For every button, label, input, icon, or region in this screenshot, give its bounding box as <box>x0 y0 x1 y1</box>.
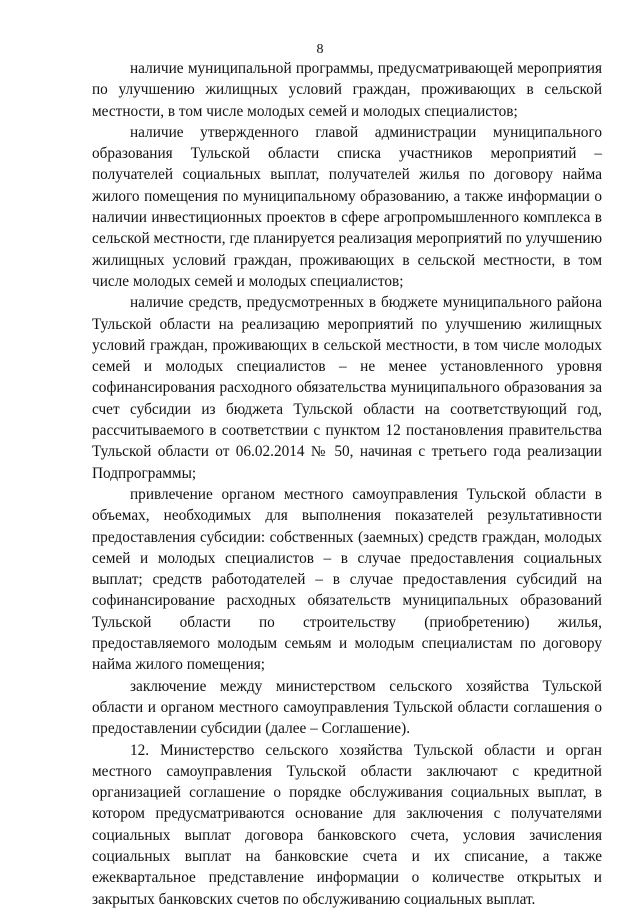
page-number: 8 <box>316 42 324 57</box>
paragraph-agreement: заключение между министерством сельского хозяйства Тульской области и органом местного самоуправления Тульской области соглашения о предоставлении субсидии (далее – Соглашение). <box>92 677 602 738</box>
paragraph-budget-funds: наличие средств, предусмотренных в бюджете муниципального района Тульской области на реализацию мероприятий по улучшению жилищных условий граждан, проживающих в сельской местности, в том числе молодых семей и молодых специалистов – не менее установленного уровня софинансирования расходного обязательства муниципального образования за счет субсидии из бюджета Тульской области на соответствующий год, рассчитываемого в соответствии с пунктом 12 постановления правительства Тульской области от 06.02.2014 № 50, начиная с третьего года реализации Подпрограммы; <box>92 294 602 482</box>
document-body <box>92 58 602 910</box>
paragraph-item-12: 12. Министерство сельского хозяйства Тульской области и орган местного самоуправления Тульской области заключают с кредитной организацией соглашение о порядке обслуживания социальных выплат, в котором предусматриваются основание для заключения с получателями социальных выплат договора банковского счета, условия зачисления социальных выплат на банковские счета и их списание, а также ежеквартальное представление информации о количестве открытых и закрытых банковских счетов по обслуживанию социальных выплат. <box>92 741 602 908</box>
paragraph-attraction-of-funds: привлечение органом местного самоуправления Тульской области в объемах, необходимых для выполнения показателей результативности предоставления субсидии: собственных (заемных) средств граждан, молодых семей и молодых специалистов – в случае предоставления социальных выплат; средств работодателей – в случае предоставления субсидий на софинансирование расходных обязательств муниципальных образований Тульской области по строительству (приобретению) жилья, предоставляемого молодым семьям и молодым специалистам по договору найма жилого помещения; <box>92 485 602 674</box>
paragraph-program: наличие муниципальной программы, предусматривающей мероприятия по улучшению жилищных условий граждан, проживающих в сельской местности, в том числе молодых семей и молодых специалистов; <box>92 60 602 120</box>
paragraph-participants-list: наличие утвержденного главой администрации муниципального образования Тульской области списка участников мероприятий – получателей социальных выплат, получателей жилья по договору найма жилого помещения по муниципальному образованию, а также информации о наличии инвестиционных проектов в сфере агропромышленного комплекса в сельской местности, где планируется реализация мероприятий по улучшению жилищных условий граждан, проживающих в сельской местности, в том числе молодых семей и молодых специалистов; <box>92 123 602 290</box>
